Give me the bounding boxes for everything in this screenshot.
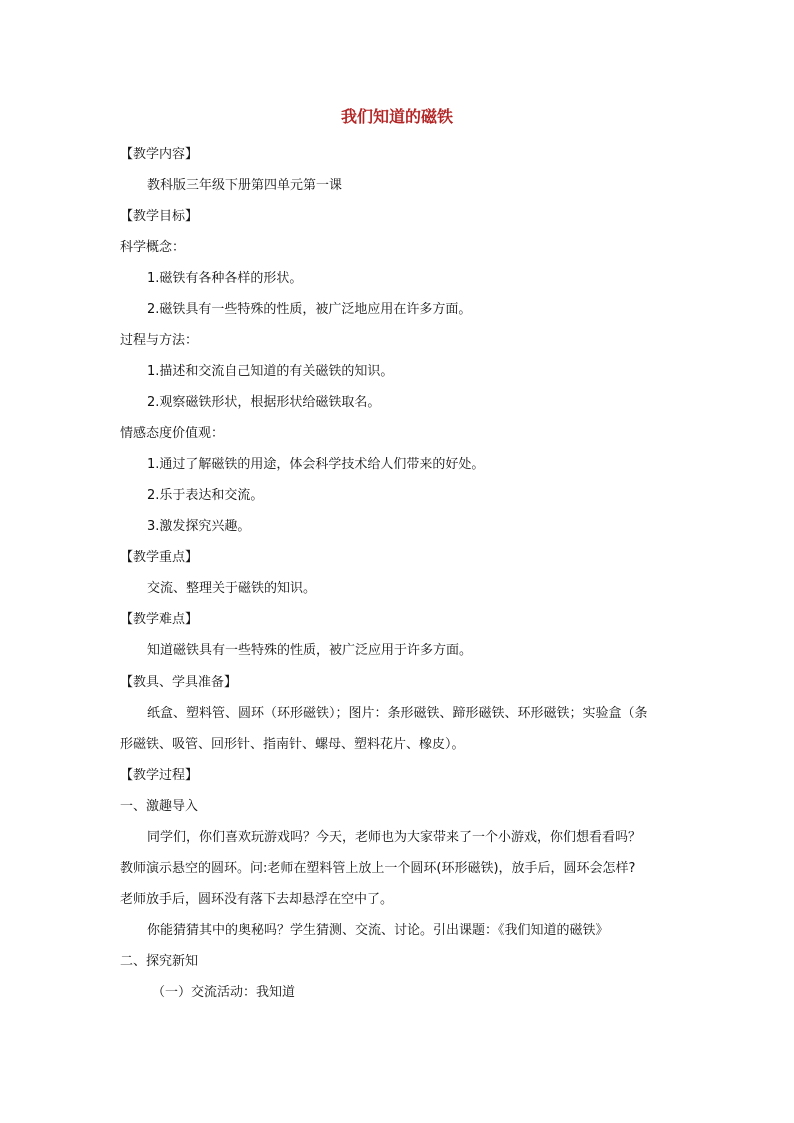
paragraph: 纸盒、塑料管、圆环（环形磁铁）；图片：条形磁铁、蹄形磁铁、环形磁铁；实验盒（条: [147, 706, 648, 721]
subheading: 过程与方法：: [120, 333, 199, 348]
paragraph-continued: 形磁铁、吸管、回形针、指南针、螺母、塑料花片、橡皮）。: [120, 737, 465, 752]
step-heading: 二、探究新知: [120, 954, 199, 969]
subsection-heading: （一）交流活动：我知道: [152, 985, 296, 1000]
paragraph: 同学们，你们喜欢玩游戏吗？今天，老师也为大家带来了一个小游戏，你们想看看吗？: [147, 830, 642, 845]
section-heading-key: 【教学重点】: [120, 550, 199, 565]
section-heading-process: 【教学过程】: [120, 768, 199, 783]
paragraph: 你能猜猜其中的奥秘吗？学生猜测、交流、讨论。引出课题：《我们知道的磁铁》: [147, 923, 609, 938]
subheading: 情感态度价值观：: [120, 426, 225, 441]
paragraph: 教科版三年级下册第四单元第一课: [147, 178, 343, 193]
paragraph-continued: 教师演示悬空的圆环。问:老师在塑料管上放上一个圆环(环形磁铁)，放手后，圆环会怎样?: [120, 861, 636, 876]
subheading: 科学概念：: [120, 240, 186, 255]
paragraph: 交流、整理关于磁铁的知识。: [147, 581, 317, 596]
list-item: 2.观察磁铁形状，根据形状给磁铁取名。: [147, 395, 381, 410]
section-heading-tools: 【教具、学具准备】: [120, 675, 238, 690]
list-item: 2.磁铁具有一些特殊的性质，被广泛地应用在许多方面。: [147, 302, 472, 317]
list-item: 1.描述和交流自己知道的有关磁铁的知识。: [147, 364, 394, 379]
list-item: 1.磁铁有各种各样的形状。: [147, 271, 303, 286]
section-heading-content: 【教学内容】: [120, 147, 199, 162]
list-item: 2.乐于表达和交流。: [147, 488, 264, 503]
list-item: 1.通过了解磁铁的用途，体会科学技术给人们带来的好处。: [147, 457, 485, 472]
paragraph: 知道磁铁具有一些特殊的性质，被广泛应用于许多方面。: [147, 643, 473, 658]
paragraph-continued: 老师放手后，圆环没有落下去却悬浮在空中了。: [120, 892, 394, 907]
section-heading-difficult: 【教学难点】: [120, 612, 199, 627]
section-heading-goals: 【教学目标】: [120, 209, 199, 224]
document-title: 我们知道的磁铁: [340, 107, 453, 126]
list-item: 3.激发探究兴趣。: [147, 519, 251, 534]
step-heading: 一、激趣导入: [120, 799, 199, 814]
